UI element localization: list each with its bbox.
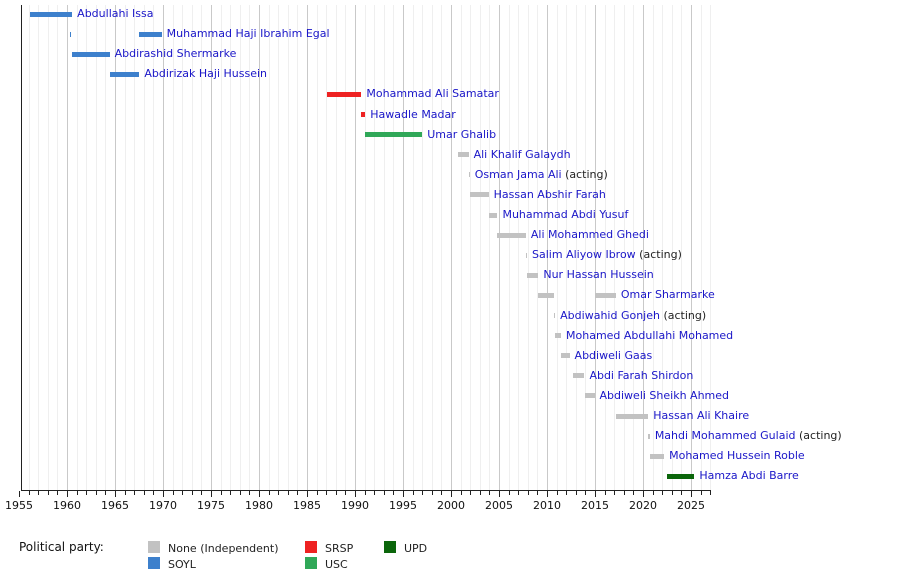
major-tick-1960 <box>67 491 68 497</box>
gridline-1997 <box>422 5 423 490</box>
minor-tick <box>566 491 567 495</box>
minor-tick <box>633 491 634 495</box>
major-tick-2025 <box>691 491 692 497</box>
gridline-1961 <box>77 5 78 490</box>
major-tick-1975 <box>211 491 212 497</box>
legend-label-soyl: SOYL <box>168 558 196 571</box>
person-label <box>427 128 496 142</box>
minor-tick <box>374 491 375 495</box>
axis-tick-label: 2025 <box>677 499 705 512</box>
person-link[interactable]: Salim Aliyow Ibrow <box>532 248 636 262</box>
minor-tick <box>537 491 538 495</box>
acting-suffix: (acting) <box>561 167 608 181</box>
minor-tick <box>585 491 586 495</box>
minor-tick <box>393 491 394 495</box>
person-link[interactable]: Hawadle Madar <box>370 107 456 121</box>
person-link[interactable]: Muhammad Abdi Yusuf <box>502 208 629 221</box>
minor-tick <box>528 491 529 495</box>
gridline-2004 <box>489 5 490 490</box>
minor-tick <box>240 491 241 495</box>
axis-tick-label: 1970 <box>149 499 177 512</box>
gridline-1986 <box>317 5 318 490</box>
person-link[interactable]: Ali Khalif Galaydh <box>473 147 571 161</box>
person-link[interactable]: Abdiweli Gaas <box>574 348 653 362</box>
minor-tick <box>144 491 145 495</box>
term-bar <box>361 112 365 117</box>
minor-tick <box>297 491 298 495</box>
gridline-1963 <box>96 5 97 490</box>
minor-tick <box>269 491 270 495</box>
minor-tick <box>29 491 30 495</box>
person-label <box>669 449 805 463</box>
gridline-2002 <box>470 5 471 490</box>
person-label <box>600 389 730 403</box>
gridline-1994 <box>393 5 394 490</box>
minor-tick <box>509 491 510 495</box>
person-label <box>474 148 571 162</box>
term-bar <box>469 172 470 177</box>
gridline-1966 <box>125 5 126 490</box>
gridline-1956 <box>29 5 30 490</box>
term-bar <box>527 273 538 278</box>
axis-tick-label: 1995 <box>389 499 417 512</box>
person-link[interactable]: Umar Ghalib <box>427 127 497 141</box>
person-link[interactable]: Mahdi Mohammed Gulaid <box>654 429 796 443</box>
term-bar <box>139 32 161 37</box>
minor-tick <box>48 491 49 495</box>
term-bar <box>650 454 664 459</box>
legend-label-none: None (Independent) <box>168 542 279 555</box>
gridline-2001 <box>461 5 462 490</box>
major-tick-1985 <box>307 491 308 497</box>
term-bar <box>573 373 585 378</box>
axis-tick-label: 1980 <box>245 499 273 512</box>
term-bar <box>555 333 561 338</box>
gridline-1962 <box>86 5 87 490</box>
term-bar <box>616 414 648 419</box>
gridline-1983 <box>288 5 289 490</box>
term-bar <box>327 92 361 97</box>
term-bar <box>470 192 489 197</box>
person-label <box>494 188 606 202</box>
term-bar <box>458 152 468 157</box>
person-link[interactable]: Mohamed Abdullahi Mohamed <box>566 328 734 342</box>
minor-tick <box>201 491 202 495</box>
term-bar <box>110 72 140 77</box>
minor-tick <box>57 491 58 495</box>
minor-tick <box>278 491 279 495</box>
person-link[interactable]: Omar Sharmarke <box>620 288 715 302</box>
gridline-1987 <box>326 5 327 490</box>
term-bar <box>538 293 554 298</box>
gridline-1984 <box>297 5 298 490</box>
minor-tick <box>672 491 673 495</box>
major-tick-2010 <box>547 491 548 497</box>
person-link[interactable]: Hassan Ali Khaire <box>653 409 750 422</box>
minor-tick <box>96 491 97 495</box>
gridline-1998 <box>432 5 433 490</box>
person-label <box>366 87 498 101</box>
person-label <box>543 268 653 282</box>
person-link[interactable]: Mohamed Hussein Roble <box>669 449 805 463</box>
axis-tick-label: 2005 <box>485 499 513 512</box>
gridline-1989 <box>345 5 346 490</box>
gridline-1992 <box>374 5 375 490</box>
minor-tick <box>614 491 615 495</box>
term-bar <box>648 434 650 439</box>
person-label <box>566 329 733 343</box>
axis-tick-label: 2010 <box>533 499 561 512</box>
term-bar <box>30 12 73 17</box>
minor-tick <box>653 491 654 495</box>
person-label <box>144 67 267 81</box>
legend-swatch-none <box>148 541 160 553</box>
legend-swatch-soyl <box>148 557 160 569</box>
minor-tick <box>681 491 682 495</box>
term-bar <box>489 213 498 218</box>
person-label <box>653 409 749 423</box>
minor-tick <box>489 491 490 495</box>
legend-label-upd: UPD <box>404 542 428 555</box>
acting-suffix: (acting) <box>659 308 707 322</box>
gridline-2006 <box>509 5 510 490</box>
major-tick-1955 <box>19 491 20 497</box>
minor-tick <box>461 491 462 495</box>
person-label <box>699 469 798 483</box>
person-link[interactable]: Hamza Abdi Barre <box>699 469 799 483</box>
minor-tick <box>192 491 193 495</box>
person-link[interactable]: Abdullahi Issa <box>77 7 154 20</box>
term-bar <box>497 233 525 238</box>
minor-tick <box>173 491 174 495</box>
person-link[interactable]: Hassan Abshir Farah <box>493 187 606 201</box>
minor-tick <box>624 491 625 495</box>
minor-tick <box>230 491 231 495</box>
major-tick-1980 <box>259 491 260 497</box>
gridline-1990 <box>355 5 356 490</box>
person-label <box>575 349 653 363</box>
legend-title: Political party: <box>19 540 104 554</box>
minor-tick <box>134 491 135 495</box>
gridline-1991 <box>365 5 366 490</box>
term-bar <box>70 32 71 37</box>
gridline-2005 <box>499 5 500 490</box>
acting-suffix: (acting) <box>635 248 682 262</box>
axis-tick-label: 1960 <box>53 499 81 512</box>
major-tick-2020 <box>643 491 644 497</box>
minor-tick <box>557 491 558 495</box>
person-label <box>531 228 649 242</box>
axis-tick-label: 1965 <box>101 499 129 512</box>
term-bar <box>554 313 555 318</box>
gridline-1995 <box>403 5 404 490</box>
axis-tick-label: 1990 <box>341 499 369 512</box>
minor-tick <box>576 491 577 495</box>
minor-tick <box>413 491 414 495</box>
legend-swatch-upd <box>384 541 396 553</box>
person-link[interactable]: Osman Jama Ali <box>474 167 562 181</box>
gridline-2000 <box>451 5 452 490</box>
person-label <box>115 47 237 61</box>
gridline-2007 <box>518 5 519 490</box>
minor-tick <box>710 491 711 495</box>
major-tick-2015 <box>595 491 596 497</box>
term-bar <box>667 474 695 479</box>
person-label <box>560 309 706 323</box>
minor-tick <box>336 491 337 495</box>
gridline-1967 <box>134 5 135 490</box>
minor-tick <box>518 491 519 495</box>
gridline-1960 <box>67 5 68 490</box>
major-tick-2000 <box>451 491 452 497</box>
major-tick-1965 <box>115 491 116 497</box>
term-bar <box>365 132 422 137</box>
gridline-1996 <box>413 5 414 490</box>
y-axis-line <box>21 5 22 491</box>
legend-label-usc: USC <box>325 558 348 571</box>
axis-tick-label: 1985 <box>293 499 321 512</box>
minor-tick <box>701 491 702 495</box>
gridline-1964 <box>105 5 106 490</box>
minor-tick <box>365 491 366 495</box>
gridline-1999 <box>441 5 442 490</box>
person-label <box>532 248 682 262</box>
gridline-1988 <box>336 5 337 490</box>
gridline-1957 <box>38 5 39 490</box>
minor-tick <box>153 491 154 495</box>
gridline-1993 <box>384 5 385 490</box>
minor-tick <box>480 491 481 495</box>
term-bar <box>561 353 570 358</box>
minor-tick <box>662 491 663 495</box>
gridline-1981 <box>269 5 270 490</box>
gridline-1959 <box>57 5 58 490</box>
person-label <box>77 7 153 21</box>
minor-tick <box>422 491 423 495</box>
minor-tick <box>288 491 289 495</box>
gridline-1965 <box>115 5 116 490</box>
minor-tick <box>317 491 318 495</box>
term-bar <box>72 52 109 57</box>
gridline-2003 <box>480 5 481 490</box>
person-link[interactable]: Muhammad Haji Ibrahim Egal <box>166 27 330 41</box>
person-link[interactable]: Ali Mohammed Ghedi <box>530 228 649 242</box>
gridline-2008 <box>528 5 529 490</box>
minor-tick <box>182 491 183 495</box>
minor-tick <box>77 491 78 495</box>
major-tick-1970 <box>163 491 164 497</box>
person-label <box>167 27 330 41</box>
minor-tick <box>38 491 39 495</box>
person-label <box>621 288 715 302</box>
legend-label-srsp: SRSP <box>325 542 354 555</box>
minor-tick <box>605 491 606 495</box>
axis-tick-label: 1975 <box>197 499 225 512</box>
gridline-1958 <box>48 5 49 490</box>
minor-tick <box>125 491 126 495</box>
person-link[interactable]: Mohammad Ali Samatar <box>366 87 499 101</box>
minor-tick <box>384 491 385 495</box>
minor-tick <box>432 491 433 495</box>
person-label <box>370 108 456 122</box>
person-label <box>475 168 608 182</box>
major-tick-1995 <box>403 491 404 497</box>
person-link[interactable]: Nur Hassan Hussein <box>543 268 654 282</box>
person-link[interactable]: Abdirashid Shermarke <box>114 47 237 61</box>
person-link[interactable]: Abdirizak Haji Hussein <box>144 67 268 81</box>
major-tick-2005 <box>499 491 500 497</box>
person-label <box>502 208 628 222</box>
axis-tick-label: 2020 <box>629 499 657 512</box>
minor-tick <box>249 491 250 495</box>
minor-tick <box>221 491 222 495</box>
gridline-1982 <box>278 5 279 490</box>
term-bar <box>595 293 616 298</box>
axis-tick-label: 2015 <box>581 499 609 512</box>
term-bar <box>526 253 527 258</box>
term-bar <box>585 393 595 398</box>
minor-tick <box>470 491 471 495</box>
axis-tick-label: 2000 <box>437 499 465 512</box>
person-label <box>655 429 842 443</box>
legend-swatch-srsp <box>305 541 317 553</box>
acting-suffix: (acting) <box>795 429 842 443</box>
minor-tick <box>441 491 442 495</box>
person-link[interactable]: Abdiweli Sheikh Ahmed <box>599 388 730 402</box>
axis-tick-label: 1955 <box>5 499 33 512</box>
person-link[interactable]: Abdiwahid Gonjeh <box>560 308 660 322</box>
gridline-1985 <box>307 5 308 490</box>
minor-tick <box>86 491 87 495</box>
legend-swatch-usc <box>305 557 317 569</box>
person-link[interactable]: Abdi Farah Shirdon <box>589 368 694 382</box>
minor-tick <box>105 491 106 495</box>
minor-tick <box>326 491 327 495</box>
person-label <box>589 369 693 383</box>
minor-tick <box>345 491 346 495</box>
major-tick-1990 <box>355 491 356 497</box>
